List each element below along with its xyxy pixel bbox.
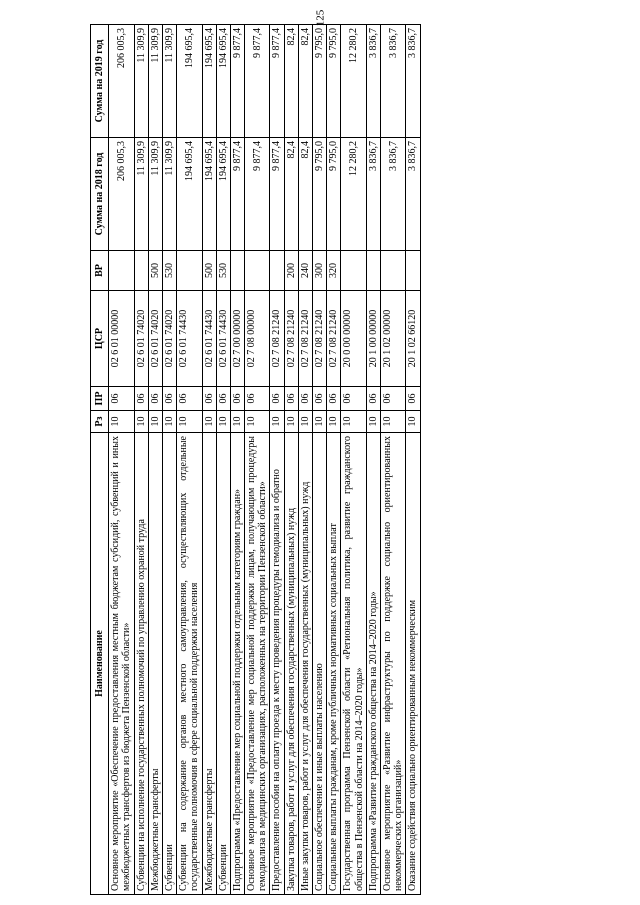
cell-rz: 10 — [202, 411, 216, 433]
cell-csr: 02 7 00 00000 — [230, 291, 244, 387]
cell-name: Подпрограмма «Предоставление мер социальной поддержки отдельным категориям граждан» — [230, 433, 244, 895]
cell-sum-2019: 206 005,3 — [109, 25, 134, 138]
cell-name: Межбюджетные трансферты — [148, 433, 162, 895]
cell-vr: 530 — [162, 251, 176, 291]
cell-csr: 02 7 08 21240 — [284, 291, 298, 387]
table-row — [270, 25, 284, 895]
cell-name: Закупка товаров, работ и услуг для обеспечения государственных (муниципальных) нужд — [284, 433, 298, 895]
table-row — [327, 25, 341, 895]
table-row — [313, 25, 327, 895]
cell-rz: 10 — [327, 411, 341, 433]
cell-pr: 06 — [109, 387, 134, 411]
cell-csr: 20 0 00 00000 — [341, 291, 366, 387]
cell-name: Предоставление пособия на оплату проезда к месту проведения процедуры гемодиализа и обратно — [270, 433, 284, 895]
cell-vr — [380, 251, 405, 291]
cell-name: Субвенции на исполнение государственных полномочий по управлению охраной труда — [134, 433, 148, 895]
cell-name: Основное мероприятие «Обеспечение предоставления местным бюджетам субсидий, субвенций и иных межбюджетных трансфертов из бюджета Пензенской области» — [109, 433, 134, 895]
table-row — [148, 25, 162, 895]
table-row — [202, 25, 216, 895]
cell-sum-2019: 3 836,7 — [380, 25, 405, 138]
cell-sum-2018: 82,4 — [298, 138, 312, 251]
cell-csr: 20 1 02 66120 — [406, 291, 420, 387]
cell-vr: 500 — [148, 251, 162, 291]
cell-sum-2018: 194 695,4 — [177, 138, 202, 251]
cell-rz: 10 — [284, 411, 298, 433]
header-sum-2018: Сумма на 2018 год — [91, 138, 109, 251]
cell-sum-2018: 11 309,9 — [134, 138, 148, 251]
header-sum-2019: Сумма на 2019 год — [91, 25, 109, 138]
cell-pr: 06 — [134, 387, 148, 411]
cell-csr: 02 7 08 21240 — [270, 291, 284, 387]
cell-pr: 06 — [327, 387, 341, 411]
cell-sum-2019: 3 836,7 — [406, 25, 420, 138]
table-row — [298, 25, 312, 895]
table-row — [366, 25, 380, 895]
cell-sum-2018: 11 309,9 — [148, 138, 162, 251]
cell-sum-2019: 9 795,0 — [327, 25, 341, 138]
cell-rz: 10 — [134, 411, 148, 433]
cell-pr: 06 — [177, 387, 202, 411]
cell-sum-2018: 194 695,4 — [216, 138, 230, 251]
table-row — [284, 25, 298, 895]
cell-name: Субвенции на содержание органов местного самоуправления, осуществляющих отдельные государственные полномочия в сфере социальной поддержки населения — [177, 433, 202, 895]
budget-table-container — [90, 25, 605, 895]
cell-rz: 10 — [162, 411, 176, 433]
cell-pr: 06 — [270, 387, 284, 411]
cell-csr: 20 1 02 00000 — [380, 291, 405, 387]
cell-vr: 200 — [284, 251, 298, 291]
cell-vr — [270, 251, 284, 291]
cell-rz: 10 — [313, 411, 327, 433]
header-vr: ВР — [91, 251, 109, 291]
cell-sum-2019: 3 836,7 — [366, 25, 380, 138]
table-row — [134, 25, 148, 895]
header-name: Наименование — [91, 433, 109, 895]
cell-pr: 06 — [245, 387, 270, 411]
cell-vr — [177, 251, 202, 291]
table-row — [380, 25, 405, 895]
cell-rz: 10 — [406, 411, 420, 433]
cell-name: Субвенции — [162, 433, 176, 895]
cell-csr: 02 6 01 74430 — [177, 291, 202, 387]
table-row — [406, 25, 420, 895]
cell-name: Межбюджетные трансферты — [202, 433, 216, 895]
cell-rz: 10 — [245, 411, 270, 433]
cell-name: Основное мероприятие «Предоставление мер социальной поддержки лицам, получающим процедуры гемодиализа в медицинских организациях, расположенных на территории Пензенской области» — [245, 433, 270, 895]
cell-pr: 06 — [202, 387, 216, 411]
cell-csr: 02 6 01 74430 — [216, 291, 230, 387]
cell-pr: 06 — [162, 387, 176, 411]
table-row — [245, 25, 270, 895]
table-body — [109, 25, 420, 895]
budget-table — [90, 24, 421, 895]
cell-sum-2019: 194 695,4 — [202, 25, 216, 138]
cell-pr: 06 — [284, 387, 298, 411]
cell-pr: 06 — [230, 387, 244, 411]
cell-sum-2019: 9 877,4 — [270, 25, 284, 138]
table-row — [109, 25, 134, 895]
cell-pr: 06 — [366, 387, 380, 411]
cell-vr — [134, 251, 148, 291]
page-number-text: 125 — [314, 9, 326, 27]
cell-sum-2019: 194 695,4 — [177, 25, 202, 138]
table-row — [177, 25, 202, 895]
cell-rz: 10 — [380, 411, 405, 433]
cell-sum-2018: 9 877,4 — [230, 138, 244, 251]
table-header-row — [91, 25, 109, 895]
cell-pr: 06 — [298, 387, 312, 411]
cell-vr — [109, 251, 134, 291]
cell-sum-2018: 9 795,0 — [327, 138, 341, 251]
header-rz: Рз — [91, 411, 109, 433]
cell-csr: 02 6 01 74020 — [162, 291, 176, 387]
cell-csr: 02 7 08 21240 — [298, 291, 312, 387]
table-row — [341, 25, 366, 895]
cell-sum-2018: 3 836,7 — [406, 138, 420, 251]
cell-rz: 10 — [148, 411, 162, 433]
cell-vr — [245, 251, 270, 291]
cell-vr — [230, 251, 244, 291]
cell-sum-2019: 11 309,9 — [134, 25, 148, 138]
cell-rz: 10 — [230, 411, 244, 433]
cell-rz: 10 — [366, 411, 380, 433]
cell-pr: 06 — [406, 387, 420, 411]
cell-csr: 02 7 08 00000 — [245, 291, 270, 387]
cell-csr: 02 6 01 74020 — [134, 291, 148, 387]
cell-vr — [366, 251, 380, 291]
cell-sum-2018: 9 795,0 — [313, 138, 327, 251]
table-row — [230, 25, 244, 895]
cell-pr: 06 — [148, 387, 162, 411]
cell-vr: 240 — [298, 251, 312, 291]
cell-sum-2019: 194 695,4 — [216, 25, 230, 138]
cell-vr: 300 — [313, 251, 327, 291]
header-pr: ПР — [91, 387, 109, 411]
cell-sum-2018: 3 836,7 — [366, 138, 380, 251]
cell-sum-2018: 9 877,4 — [245, 138, 270, 251]
cell-name: Социальное обеспечение и иные выплаты населению — [313, 433, 327, 895]
cell-name: Социальные выплаты гражданам, кроме публичных нормативных социальных выплат — [327, 433, 341, 895]
cell-sum-2018: 206 005,3 — [109, 138, 134, 251]
cell-rz: 10 — [109, 411, 134, 433]
cell-sum-2018: 194 695,4 — [202, 138, 216, 251]
cell-sum-2019: 12 280,2 — [341, 25, 366, 138]
cell-sum-2019: 82,4 — [298, 25, 312, 138]
cell-pr: 06 — [380, 387, 405, 411]
cell-sum-2019: 11 309,9 — [162, 25, 176, 138]
cell-rz: 10 — [216, 411, 230, 433]
cell-sum-2019: 82,4 — [284, 25, 298, 138]
cell-vr: 320 — [327, 251, 341, 291]
cell-name: Оказание содействия социально ориентированным некоммерческим — [406, 433, 420, 895]
cell-sum-2018: 11 309,9 — [162, 138, 176, 251]
cell-sum-2019: 11 309,9 — [148, 25, 162, 138]
table-row — [216, 25, 230, 895]
cell-sum-2019: 9 877,4 — [230, 25, 244, 138]
cell-vr — [406, 251, 420, 291]
cell-sum-2018: 3 836,7 — [380, 138, 405, 251]
page-number — [0, 9, 640, 27]
cell-vr — [341, 251, 366, 291]
cell-pr: 06 — [341, 387, 366, 411]
cell-name: Подпрограмма «Развитие гражданского общества на 2014–2020 годы» — [366, 433, 380, 895]
cell-sum-2018: 12 280,2 — [341, 138, 366, 251]
cell-rz: 10 — [298, 411, 312, 433]
cell-sum-2019: 9 795,0 — [313, 25, 327, 138]
cell-csr: 20 1 00 00000 — [366, 291, 380, 387]
cell-vr: 530 — [216, 251, 230, 291]
header-csr: ЦСР — [91, 291, 109, 387]
table-row — [162, 25, 176, 895]
cell-rz: 10 — [270, 411, 284, 433]
cell-csr: 02 7 08 21240 — [313, 291, 327, 387]
cell-csr: 02 6 01 00000 — [109, 291, 134, 387]
cell-name: Основное мероприятие «Развитие инфраструктуры по поддержке социально ориентированных некоммерческих организаций» — [380, 433, 405, 895]
cell-csr: 02 6 01 74430 — [202, 291, 216, 387]
cell-sum-2018: 82,4 — [284, 138, 298, 251]
cell-pr: 06 — [216, 387, 230, 411]
cell-sum-2018: 9 877,4 — [270, 138, 284, 251]
cell-name: Субвенции — [216, 433, 230, 895]
cell-csr: 02 6 01 74020 — [148, 291, 162, 387]
cell-rz: 10 — [177, 411, 202, 433]
cell-sum-2019: 9 877,4 — [245, 25, 270, 138]
cell-vr: 500 — [202, 251, 216, 291]
cell-pr: 06 — [313, 387, 327, 411]
cell-name: Государственная программа Пензенской области «Региональная политика, развитие гражданского общества в Пензенской области на 2014–2020 годы» — [341, 433, 366, 895]
cell-rz: 10 — [341, 411, 366, 433]
cell-csr: 02 7 08 21240 — [327, 291, 341, 387]
cell-name: Иные закупки товаров, работ и услуг для обеспечения государственных (муниципальных) нужд — [298, 433, 312, 895]
